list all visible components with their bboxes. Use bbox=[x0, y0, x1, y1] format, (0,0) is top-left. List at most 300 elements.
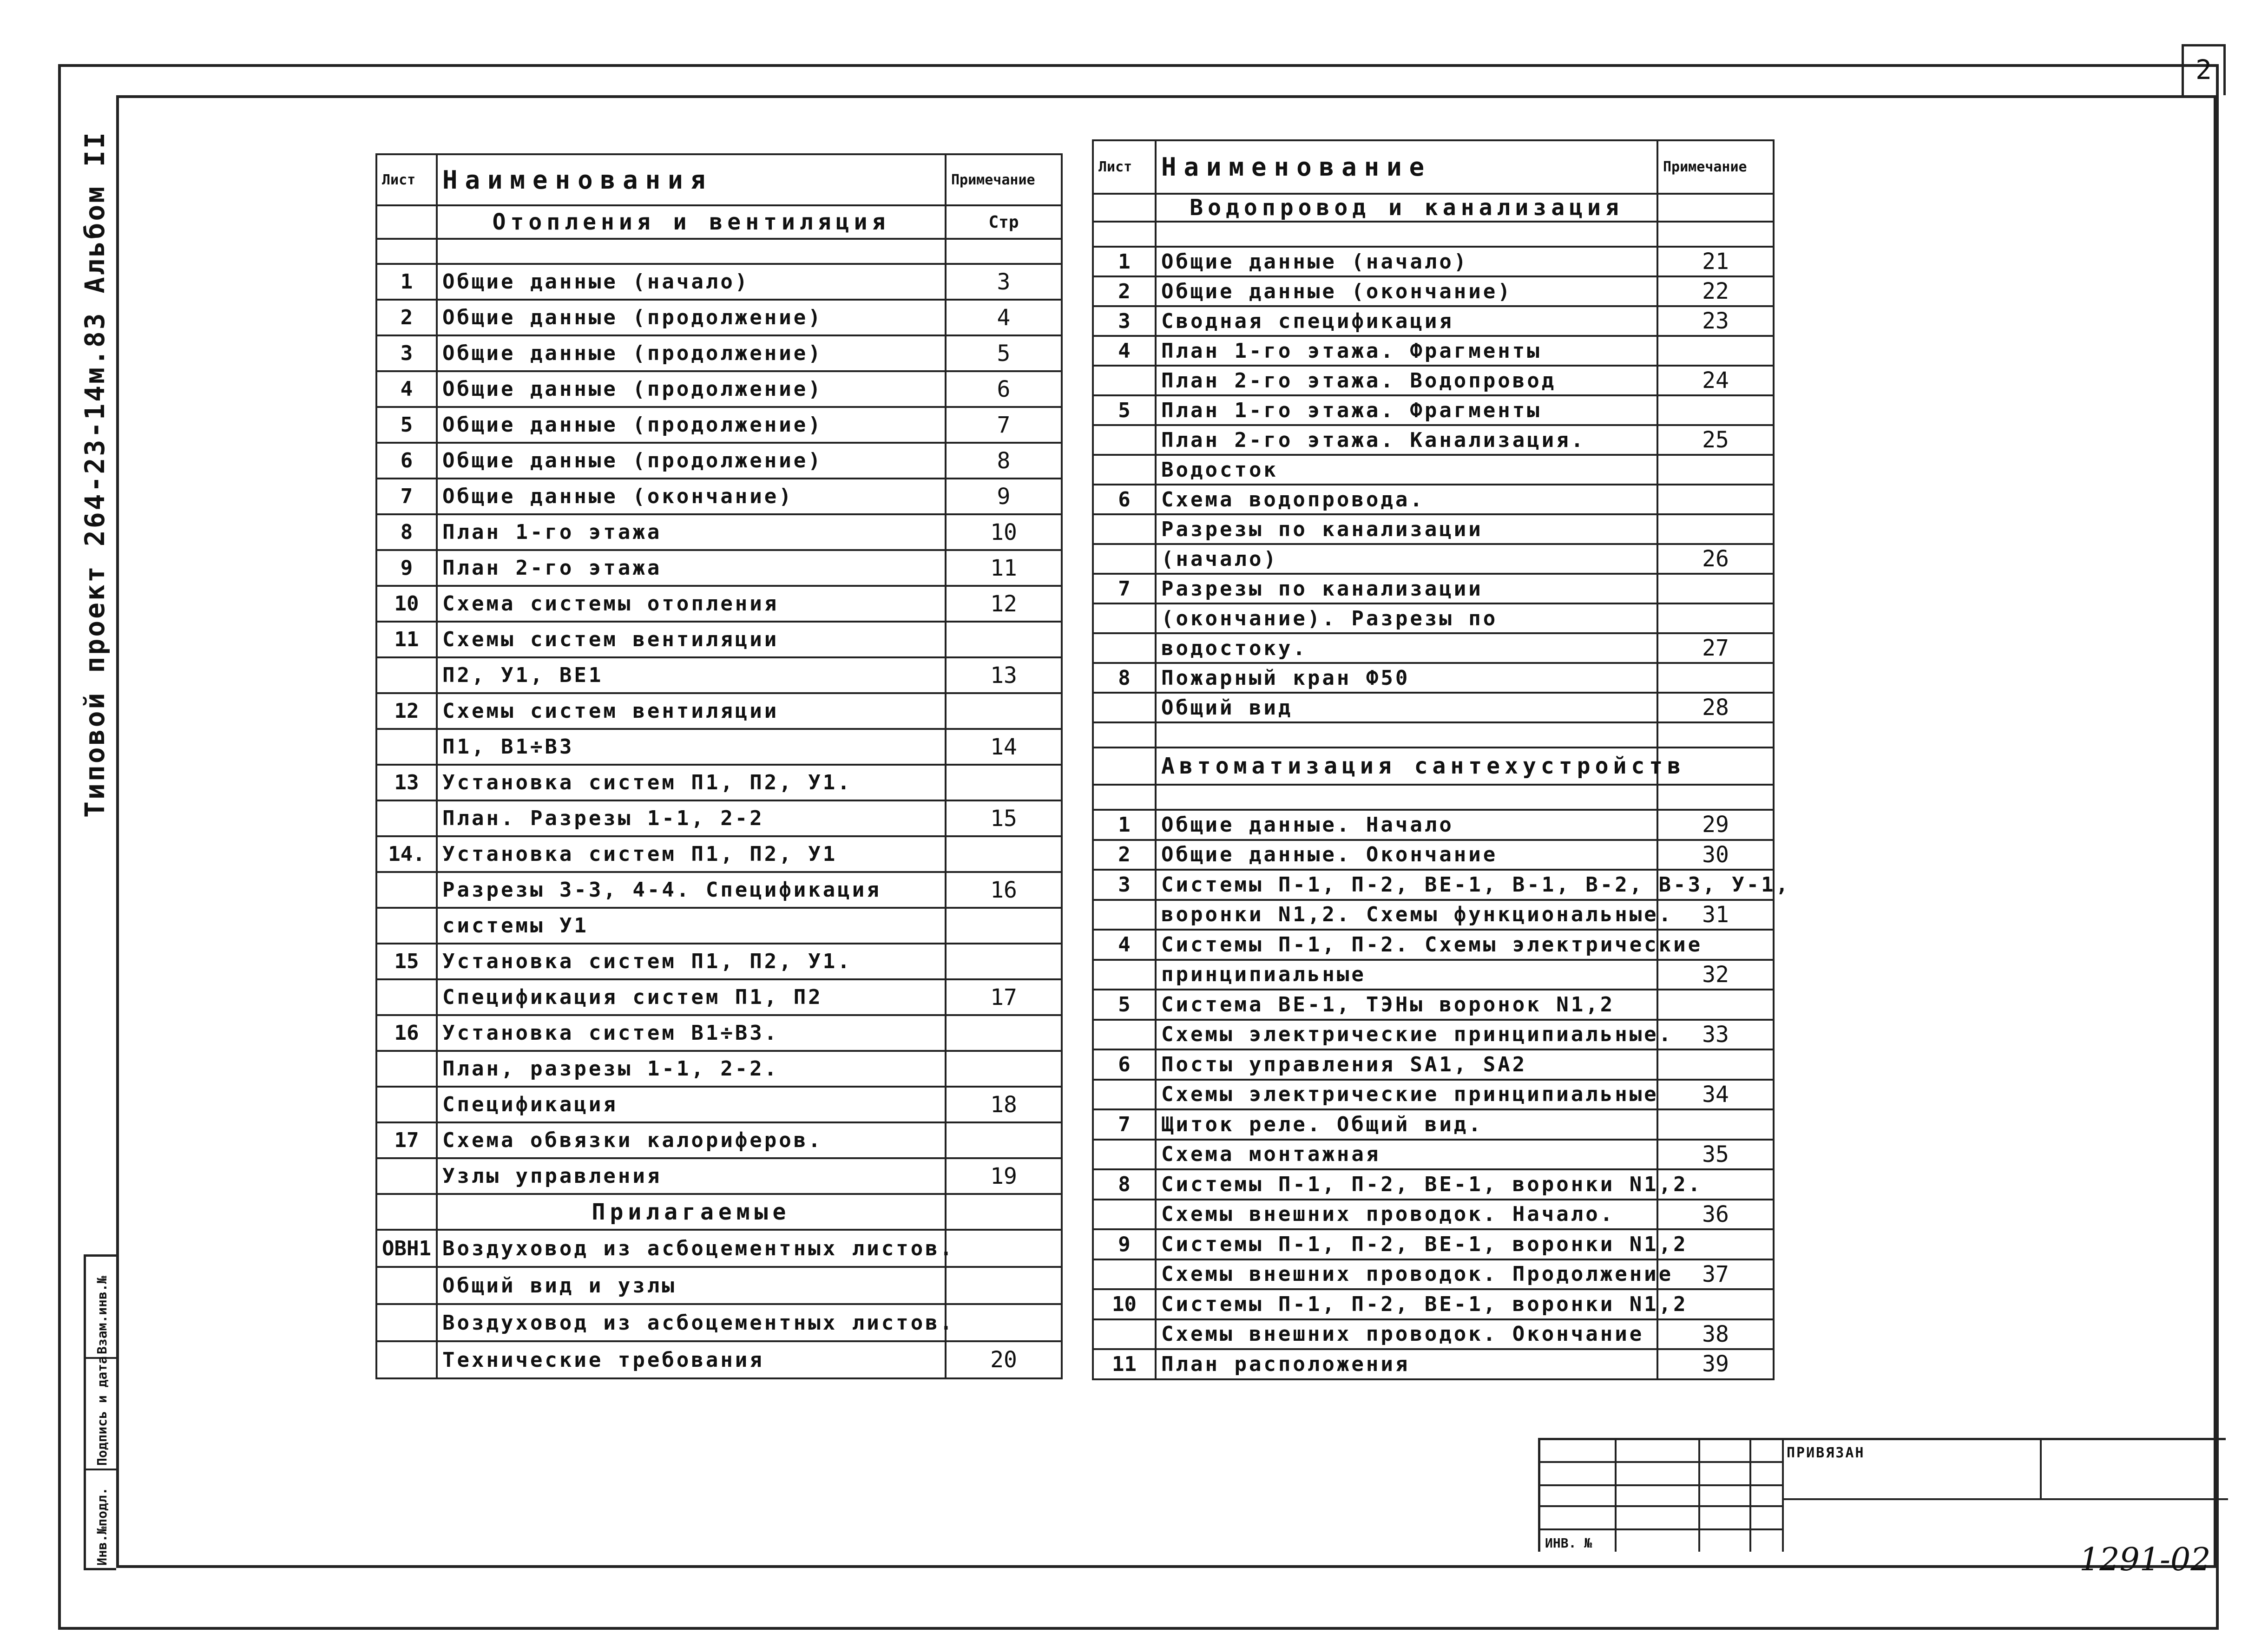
name-cell: Общий вид bbox=[1156, 693, 1657, 722]
name-cell: Общие данные (окончание) bbox=[1156, 276, 1657, 306]
note-cell: 18 bbox=[946, 1087, 1062, 1122]
name-cell: Спецификация систем П1, П2 bbox=[437, 979, 946, 1015]
note-cell bbox=[946, 239, 1062, 264]
sheet-cell: 6 bbox=[1093, 1049, 1156, 1080]
sheet-cell bbox=[1093, 1319, 1156, 1350]
table-row bbox=[1093, 247, 1774, 276]
table-row bbox=[376, 1230, 1062, 1267]
sheet-cell bbox=[376, 1194, 437, 1230]
sheet-cell bbox=[1093, 722, 1156, 748]
sheet-cell bbox=[1093, 222, 1156, 247]
name-cell: План 2-го этажа. Канализация. bbox=[1156, 425, 1657, 455]
note-cell bbox=[946, 1230, 1062, 1267]
sheet-cell bbox=[376, 239, 437, 264]
header-name: Наименования bbox=[437, 154, 946, 205]
stamp-line bbox=[1698, 1440, 1700, 1552]
table-row bbox=[376, 514, 1062, 550]
note-cell: 33 bbox=[1657, 1020, 1774, 1050]
sheet-cell bbox=[1093, 366, 1156, 395]
note-cell: 29 bbox=[1657, 810, 1774, 840]
table-row bbox=[376, 1051, 1062, 1087]
note-cell: 26 bbox=[1657, 544, 1774, 574]
sheet-cell: 5 bbox=[1093, 990, 1156, 1020]
header-sheet: Лист bbox=[1093, 140, 1156, 194]
sheet-cell: 1 bbox=[1093, 247, 1156, 276]
name-cell: Водосток bbox=[1156, 455, 1657, 485]
section-note bbox=[1657, 194, 1774, 222]
name-cell: Схема системы отопления bbox=[437, 586, 946, 622]
table-row bbox=[1093, 663, 1774, 693]
sheet-cell bbox=[1093, 1080, 1156, 1110]
note-cell: 25 bbox=[1657, 425, 1774, 455]
name-cell bbox=[1156, 222, 1657, 247]
section-title: Прилагаемые bbox=[437, 1194, 946, 1230]
sheet-cell: 10 bbox=[376, 586, 437, 622]
sheet-cell: 7 bbox=[1093, 1109, 1156, 1140]
name-cell: Системы П-1, П-2, ВЕ-1, воронки N1,2 bbox=[1156, 1229, 1657, 1259]
note-cell bbox=[946, 1304, 1062, 1341]
table-row bbox=[376, 979, 1062, 1015]
note-cell: 24 bbox=[1657, 366, 1774, 395]
table-row bbox=[1093, 306, 1774, 336]
sheet-cell bbox=[1093, 514, 1156, 544]
sheet-cell: 3 bbox=[1093, 306, 1156, 336]
table-row bbox=[1093, 366, 1774, 395]
name-cell: П2, У1, ВЕ1 bbox=[437, 657, 946, 693]
sheet-cell: 13 bbox=[376, 765, 437, 800]
note-cell bbox=[1657, 336, 1774, 366]
sheet-cell bbox=[1093, 633, 1156, 663]
table-row bbox=[1093, 603, 1774, 633]
table-row bbox=[1093, 1259, 1774, 1290]
name-cell: Схема обвязки калориферов. bbox=[437, 1122, 946, 1158]
note-cell bbox=[1657, 222, 1774, 247]
side-stamp-cell bbox=[86, 1257, 117, 1359]
name-cell: Общие данные (продолжение) bbox=[437, 300, 946, 335]
table-row bbox=[376, 944, 1062, 979]
table-row bbox=[376, 657, 1062, 693]
table-row bbox=[376, 872, 1062, 908]
note-cell bbox=[1657, 990, 1774, 1020]
sheet-cell bbox=[1093, 603, 1156, 633]
sheet-cell: 7 bbox=[376, 479, 437, 514]
note-cell bbox=[946, 765, 1062, 800]
table-row bbox=[376, 693, 1062, 729]
sheet-cell bbox=[1093, 785, 1156, 810]
note-cell: 5 bbox=[946, 335, 1062, 371]
sheet-cell bbox=[376, 872, 437, 908]
note-cell bbox=[946, 1267, 1062, 1304]
section-title: Отопления и вентиляция bbox=[437, 205, 946, 239]
stamp-line bbox=[1749, 1440, 1751, 1552]
name-cell: Системы П-1, П-2, ВЕ-1, воронки N1,2. bbox=[1156, 1169, 1657, 1200]
header-note: Примечание bbox=[1657, 140, 1774, 194]
name-cell: Установка систем В1÷В3. bbox=[437, 1015, 946, 1051]
note-cell: 27 bbox=[1657, 633, 1774, 663]
table-row bbox=[376, 1341, 1062, 1378]
table-row bbox=[1093, 1169, 1774, 1200]
name-cell: Общие данные (окончание) bbox=[437, 479, 946, 514]
name-cell bbox=[1156, 722, 1657, 748]
sheet-cell: 7 bbox=[1093, 574, 1156, 603]
name-cell: (окончание). Разрезы по bbox=[1156, 603, 1657, 633]
side-stamp-label: Подпись и дата bbox=[94, 1356, 110, 1466]
note-cell: 12 bbox=[946, 586, 1062, 622]
table-row bbox=[376, 729, 1062, 765]
sheet-cell: 8 bbox=[1093, 1169, 1156, 1200]
name-cell: Общие данные (продолжение) bbox=[437, 371, 946, 407]
table-row bbox=[1093, 395, 1774, 425]
note-cell bbox=[946, 1015, 1062, 1051]
note-cell bbox=[1657, 785, 1774, 810]
table-row bbox=[1093, 574, 1774, 603]
note-cell: 28 bbox=[1657, 693, 1774, 722]
sheet-cell bbox=[376, 1267, 437, 1304]
name-cell: водостоку. bbox=[1156, 633, 1657, 663]
table-row bbox=[1093, 722, 1774, 748]
sheet-cell bbox=[1093, 1200, 1156, 1230]
stamp-line bbox=[2040, 1440, 2042, 1498]
table-row bbox=[1093, 485, 1774, 514]
sheet-cell bbox=[1093, 544, 1156, 574]
name-cell: системы У1 bbox=[437, 908, 946, 944]
name-cell: Спецификация bbox=[437, 1087, 946, 1122]
table-row bbox=[376, 205, 1062, 239]
table-row bbox=[1093, 1109, 1774, 1140]
name-cell: принципиальные bbox=[1156, 960, 1657, 990]
side-stamp bbox=[84, 1254, 116, 1570]
sheet-cell: 9 bbox=[1093, 1229, 1156, 1259]
sheet-number: 2 bbox=[2182, 44, 2226, 95]
sheet-cell bbox=[376, 979, 437, 1015]
table-row bbox=[376, 264, 1062, 300]
table-row bbox=[376, 1304, 1062, 1341]
note-cell bbox=[946, 836, 1062, 872]
table-row bbox=[1093, 900, 1774, 930]
sheet-cell: 15 bbox=[376, 944, 437, 979]
note-cell bbox=[1657, 663, 1774, 693]
side-stamp-label: Инв.№подл. bbox=[94, 1487, 110, 1566]
stamp-line bbox=[1782, 1440, 1784, 1552]
sheet-cell: 11 bbox=[1093, 1349, 1156, 1379]
header-name: Наименование bbox=[1156, 140, 1657, 194]
table-row bbox=[1093, 990, 1774, 1020]
note-cell: 21 bbox=[1657, 247, 1774, 276]
table-row bbox=[1093, 1049, 1774, 1080]
table-row bbox=[376, 479, 1062, 514]
sheet-cell: 5 bbox=[1093, 395, 1156, 425]
sheet-cell: 9 bbox=[376, 550, 437, 586]
sheet-cell bbox=[376, 1304, 437, 1341]
sheet-cell: 3 bbox=[1093, 870, 1156, 900]
side-stamp-label: Взам.инв.№ bbox=[94, 1276, 110, 1354]
sheet-cell bbox=[376, 657, 437, 693]
stamp-line bbox=[1540, 1505, 1782, 1507]
note-cell: 34 bbox=[1657, 1080, 1774, 1110]
note-cell bbox=[946, 1122, 1062, 1158]
note-cell: 22 bbox=[1657, 276, 1774, 306]
note-cell bbox=[1657, 485, 1774, 514]
stamp-line bbox=[1782, 1498, 2228, 1500]
note-cell bbox=[1657, 1109, 1774, 1140]
table-row bbox=[1093, 633, 1774, 663]
name-cell: Щиток реле. Общий вид. bbox=[1156, 1109, 1657, 1140]
note-cell: 6 bbox=[946, 371, 1062, 407]
name-cell: План. Разрезы 1-1, 2-2 bbox=[437, 800, 946, 836]
sheet-cell: 10 bbox=[1093, 1289, 1156, 1319]
note-cell bbox=[946, 1051, 1062, 1087]
table-row bbox=[376, 371, 1062, 407]
table-row bbox=[1093, 930, 1774, 960]
table-row bbox=[376, 1158, 1062, 1194]
note-cell bbox=[1657, 574, 1774, 603]
name-cell: (начало) bbox=[1156, 544, 1657, 574]
note-cell: 31 bbox=[1657, 900, 1774, 930]
sheet-cell: ОВН1 bbox=[376, 1230, 437, 1267]
table-row bbox=[376, 154, 1062, 205]
name-cell: Схемы внешних проводок. Начало. bbox=[1156, 1200, 1657, 1230]
stamp-line bbox=[1540, 1528, 1782, 1530]
table-row bbox=[1093, 425, 1774, 455]
table-row bbox=[1093, 693, 1774, 722]
left-contents-table bbox=[375, 153, 1063, 1379]
name-cell: Установка систем П1, П2, У1. bbox=[437, 944, 946, 979]
table-row bbox=[1093, 1229, 1774, 1259]
table-row bbox=[1093, 194, 1774, 222]
table-row bbox=[376, 1194, 1062, 1230]
name-cell: Системы П-1, П-2, ВЕ-1, воронки N1,2 bbox=[1156, 1289, 1657, 1319]
sheet-cell bbox=[1093, 693, 1156, 722]
table-row bbox=[1093, 840, 1774, 870]
sheet-cell bbox=[376, 908, 437, 944]
sheet-cell: 5 bbox=[376, 407, 437, 443]
sheet-cell: 1 bbox=[376, 264, 437, 300]
document-number: 1291-02 bbox=[2079, 1541, 2211, 1578]
name-cell: Воздуховод из асбоцементных листов. bbox=[437, 1230, 946, 1267]
table-row bbox=[376, 407, 1062, 443]
name-cell: Общие данные (начало) bbox=[437, 264, 946, 300]
stamp-line bbox=[1540, 1484, 1782, 1486]
table-row bbox=[1093, 276, 1774, 306]
sheet-cell: 8 bbox=[376, 514, 437, 550]
name-cell: Схема монтажная bbox=[1156, 1140, 1657, 1170]
table-row bbox=[376, 836, 1062, 872]
sheet-cell bbox=[1093, 455, 1156, 485]
table-row bbox=[376, 765, 1062, 800]
note-cell: 32 bbox=[1657, 960, 1774, 990]
table-row bbox=[1093, 785, 1774, 810]
table-row bbox=[1093, 1349, 1774, 1379]
title-block-stamp bbox=[1538, 1438, 2226, 1552]
name-cell: Системы П-1, П-2. Схемы электрические bbox=[1156, 930, 1657, 960]
name-cell: Установка систем П1, П2, У1. bbox=[437, 765, 946, 800]
name-cell: Общие данные (продолжение) bbox=[437, 443, 946, 479]
note-cell: 36 bbox=[1657, 1200, 1774, 1230]
note-cell: 30 bbox=[1657, 840, 1774, 870]
name-cell bbox=[1156, 785, 1657, 810]
name-cell: Общие данные. Окончание bbox=[1156, 840, 1657, 870]
sheet-cell: 1 bbox=[1093, 810, 1156, 840]
note-cell: 4 bbox=[946, 300, 1062, 335]
name-cell: Общие данные (продолжение) bbox=[437, 407, 946, 443]
sheet-cell bbox=[1093, 748, 1156, 785]
name-cell: План 2-го этажа bbox=[437, 550, 946, 586]
section-note: Стр bbox=[946, 205, 1062, 239]
name-cell: План, разрезы 1-1, 2-2. bbox=[437, 1051, 946, 1087]
table-row bbox=[376, 622, 1062, 657]
table-row bbox=[376, 1122, 1062, 1158]
note-cell bbox=[1657, 514, 1774, 544]
sheet-cell: 14. bbox=[376, 836, 437, 872]
note-cell: 13 bbox=[946, 657, 1062, 693]
note-cell bbox=[946, 693, 1062, 729]
sheet-cell bbox=[376, 729, 437, 765]
album-caption: Типовой проект 264-23-14м.83 Альбом II bbox=[79, 131, 111, 818]
name-cell: План расположения bbox=[1156, 1349, 1657, 1379]
note-cell: 16 bbox=[946, 872, 1062, 908]
name-cell: П1, В1÷В3 bbox=[437, 729, 946, 765]
sheet-cell: 6 bbox=[1093, 485, 1156, 514]
name-cell: План 1-го этажа bbox=[437, 514, 946, 550]
sheet-cell: 17 bbox=[376, 1122, 437, 1158]
stamp-line bbox=[1615, 1440, 1617, 1552]
note-cell: 15 bbox=[946, 800, 1062, 836]
sheet-cell bbox=[376, 800, 437, 836]
stamp-line bbox=[1540, 1461, 1782, 1463]
header-note: Примечание bbox=[946, 154, 1062, 205]
note-cell: 3 bbox=[946, 264, 1062, 300]
name-cell: Установка систем П1, П2, У1 bbox=[437, 836, 946, 872]
table-row bbox=[1093, 1289, 1774, 1319]
name-cell: Разрезы 3-3, 4-4. Спецификация bbox=[437, 872, 946, 908]
side-stamp-cell bbox=[86, 1356, 117, 1470]
sheet-cell: 6 bbox=[376, 443, 437, 479]
sheet-cell bbox=[376, 1051, 437, 1087]
sheet-cell bbox=[376, 1158, 437, 1194]
name-cell: Посты управления SA1, SA2 bbox=[1156, 1049, 1657, 1080]
table-row bbox=[1093, 870, 1774, 900]
note-cell bbox=[1657, 722, 1774, 748]
table-row bbox=[1093, 222, 1774, 247]
note-cell: 38 bbox=[1657, 1319, 1774, 1350]
table-row bbox=[376, 300, 1062, 335]
note-cell: 10 bbox=[946, 514, 1062, 550]
table-row bbox=[1093, 544, 1774, 574]
table-row bbox=[1093, 1020, 1774, 1050]
name-cell: Общие данные. Начало bbox=[1156, 810, 1657, 840]
table-row bbox=[376, 800, 1062, 836]
note-cell bbox=[946, 944, 1062, 979]
name-cell: Разрезы по канализации bbox=[1156, 514, 1657, 544]
table-row bbox=[376, 1267, 1062, 1304]
sheet-cell: 2 bbox=[1093, 276, 1156, 306]
table-row bbox=[1093, 1140, 1774, 1170]
table-row bbox=[1093, 1200, 1774, 1230]
section-title: Водопровод и канализация bbox=[1156, 194, 1657, 222]
name-cell: Система ВЕ-1, ТЭНы воронок N1,2 bbox=[1156, 990, 1657, 1020]
name-cell: Пожарный кран Ф50 bbox=[1156, 663, 1657, 693]
name-cell: Схемы электрические принципиальные. bbox=[1156, 1020, 1657, 1050]
sheet-cell bbox=[376, 205, 437, 239]
table-row bbox=[1093, 1080, 1774, 1110]
sheet-cell: 2 bbox=[376, 300, 437, 335]
note-cell: 19 bbox=[946, 1158, 1062, 1194]
sheet-cell bbox=[1093, 1259, 1156, 1290]
sheet-cell: 3 bbox=[376, 335, 437, 371]
note-cell: 17 bbox=[946, 979, 1062, 1015]
table-row bbox=[376, 908, 1062, 944]
table-row bbox=[1093, 1319, 1774, 1350]
sheet-cell bbox=[1093, 425, 1156, 455]
note-cell: 14 bbox=[946, 729, 1062, 765]
sheet-cell bbox=[376, 1087, 437, 1122]
note-cell bbox=[946, 622, 1062, 657]
table-row bbox=[1093, 336, 1774, 366]
name-cell: Системы П-1, П-2, ВЕ-1, В-1, В-2, В-3, У-1, bbox=[1156, 870, 1657, 900]
sheet-cell bbox=[376, 1341, 437, 1378]
note-cell: 37 bbox=[1657, 1259, 1774, 1290]
name-cell: Воздуховод из асбоцементных листов. bbox=[437, 1304, 946, 1341]
name-cell: Узлы управления bbox=[437, 1158, 946, 1194]
name-cell: Схемы систем вентиляции bbox=[437, 622, 946, 657]
name-cell: План 2-го этажа. Водопровод bbox=[1156, 366, 1657, 395]
sheet-cell bbox=[1093, 1140, 1156, 1170]
sheet-cell: 2 bbox=[1093, 840, 1156, 870]
table-row bbox=[376, 586, 1062, 622]
table-row bbox=[1093, 140, 1774, 194]
name-cell: Общие данные (начало) bbox=[1156, 247, 1657, 276]
table-row bbox=[1093, 514, 1774, 544]
side-stamp-cell bbox=[86, 1470, 117, 1571]
table-row bbox=[1093, 748, 1774, 785]
name-cell: Сводная спецификация bbox=[1156, 306, 1657, 336]
note-cell bbox=[1657, 455, 1774, 485]
note-cell: 7 bbox=[946, 407, 1062, 443]
table-row bbox=[376, 335, 1062, 371]
name-cell: Общий вид и узлы bbox=[437, 1267, 946, 1304]
section-note bbox=[946, 1194, 1062, 1230]
note-cell bbox=[1657, 395, 1774, 425]
sheet-cell: 16 bbox=[376, 1015, 437, 1051]
name-cell: Технические требования bbox=[437, 1341, 946, 1378]
sheet-cell: 8 bbox=[1093, 663, 1156, 693]
note-cell: 23 bbox=[1657, 306, 1774, 336]
privyazan-label: ПРИВЯЗАН bbox=[1787, 1445, 1865, 1461]
name-cell: Схемы внешних проводок. Окончание bbox=[1156, 1319, 1657, 1350]
name-cell: Разрезы по канализации bbox=[1156, 574, 1657, 603]
table-row bbox=[1093, 810, 1774, 840]
sheet-cell bbox=[1093, 1020, 1156, 1050]
table-row bbox=[1093, 455, 1774, 485]
table-row bbox=[376, 239, 1062, 264]
header-sheet: Лист bbox=[376, 154, 437, 205]
note-cell bbox=[1657, 603, 1774, 633]
sheet-cell bbox=[1093, 900, 1156, 930]
name-cell: Схемы электрические принципиальные bbox=[1156, 1080, 1657, 1110]
table-row bbox=[376, 1087, 1062, 1122]
table-row bbox=[1093, 960, 1774, 990]
note-cell bbox=[1657, 1049, 1774, 1080]
note-cell: 8 bbox=[946, 443, 1062, 479]
note-cell: 20 bbox=[946, 1341, 1062, 1378]
note-cell: 11 bbox=[946, 550, 1062, 586]
sheet-cell: 12 bbox=[376, 693, 437, 729]
table-row bbox=[376, 550, 1062, 586]
sheet-cell: 11 bbox=[376, 622, 437, 657]
sheet-cell: 4 bbox=[1093, 336, 1156, 366]
name-cell: воронки N1,2. Схемы функциональные. bbox=[1156, 900, 1657, 930]
note-cell bbox=[946, 908, 1062, 944]
